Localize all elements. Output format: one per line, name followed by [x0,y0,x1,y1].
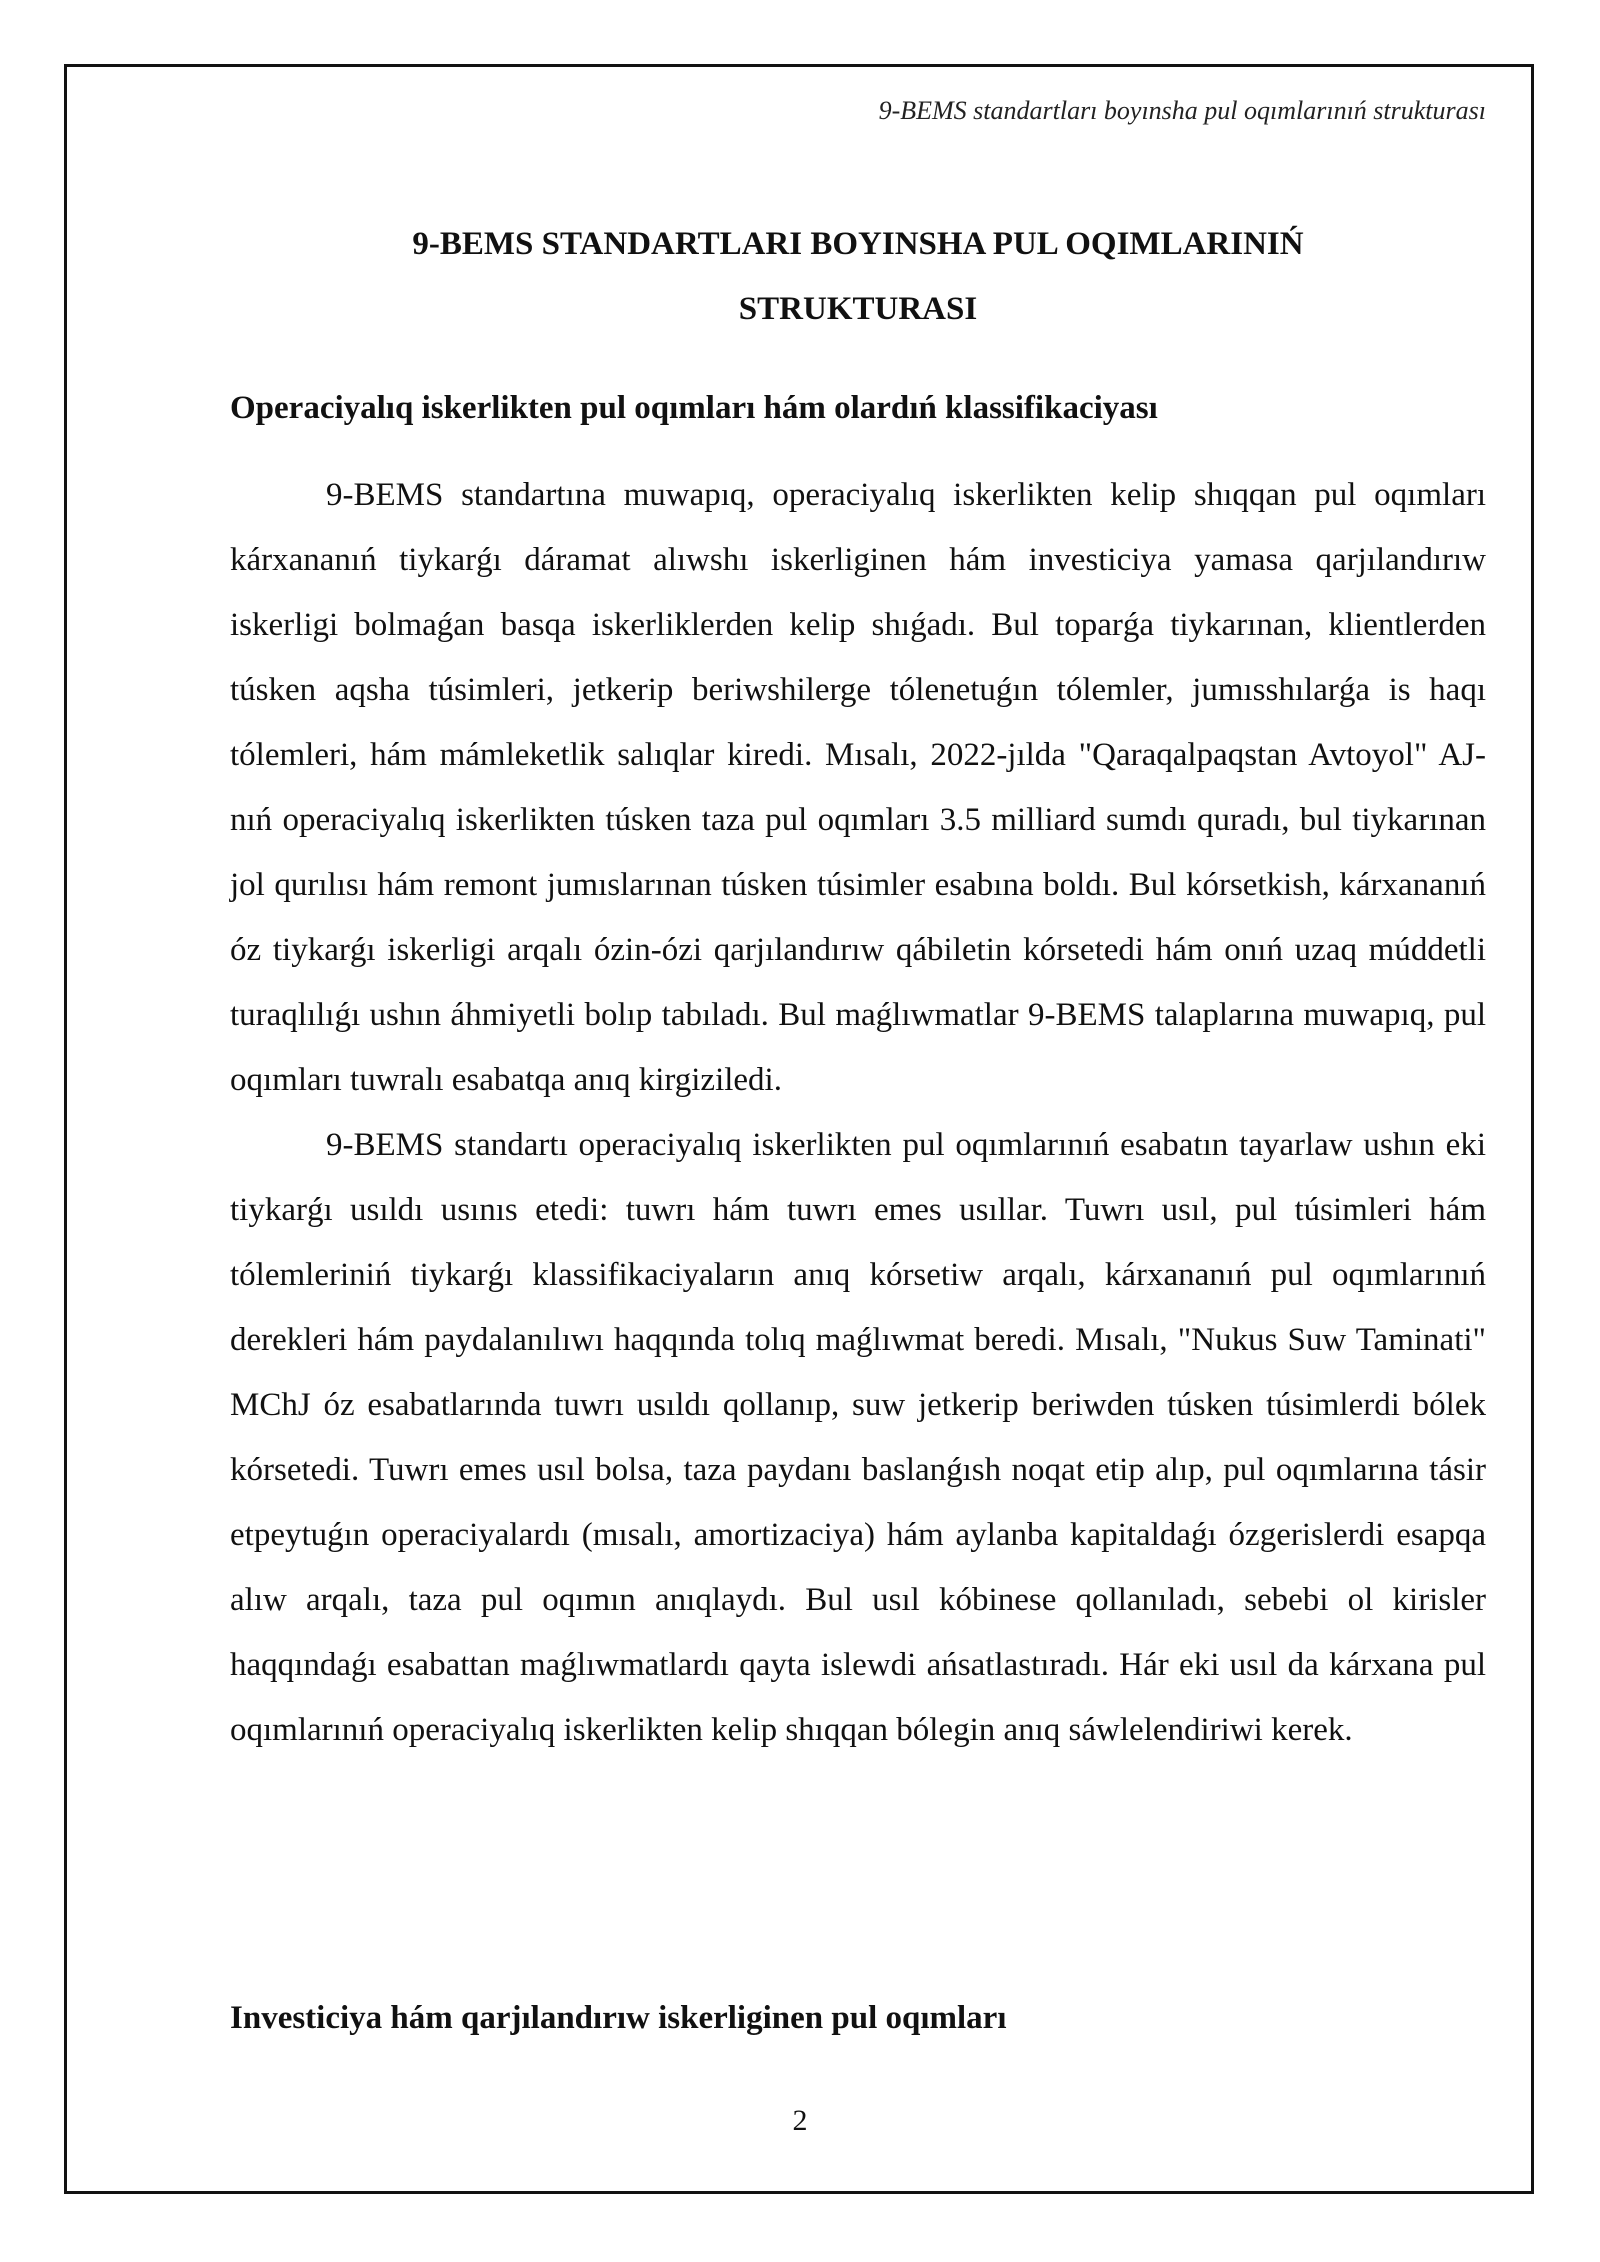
paragraph-1: 9-BEMS standartına muwapıq, operaciyalıq iskerlikten kelip shıqqan pul oqımları kárxananıń tiykarǵı dáramat alıwshı iskerliginen hám investiciya yamasa qarjılandırıw iskerligi bolmaǵan basqa iskerliklerden kelip shıǵadı. Bul toparǵa tiykarınan, klientlerden túsken aqsha túsimleri, jetkerip beriwshilerge tólenetuǵın tólemler, jumısshılarǵa is haqı tólemleri, hám mámleketlik salıqlar kiredi. Mısalı, 2022-jılda "Qaraqalpaqstan Avtoyol" AJ-nıń operaciyalıq iskerlikten túsken taza pul oqımları 3.5 milliard sumdı quradı, bul tiykarınan jol qurılısı hám remont jumıslarınan túsken túsimler esabına boldı. Bul kórsetkish, kárxananıń óz tiykarǵı iskerligi arqalı ózin-ózi qarjılandırıw qábiletin kórsetedi hám onıń uzaq múddetli turaqlılıǵı ushın áhmiyetli bolıp tabıladı. Bul maǵlıwmatlar 9-BEMS talaplarına muwapıq, pul oqımları tuwralı esabatqa anıq kirgiziledi. [230,477,1486,1098]
paragraph-2: 9-BEMS standartı operaciyalıq iskerlikten pul oqımlarınıń esabatın tayarlaw ushın eki tiykarǵı usıldı usınıs etedi: tuwrı hám tuwrı emes usıllar. Tuwrı usıl, pul túsimleri hám tólemleriniń tiykarǵı klassifikaciyaların anıq kórsetiw arqalı, kárxananıń pul oqımlarınıń derekleri hám paydalanılıwı haqqında tolıq maǵlıwmat beredi. Mısalı, "Nukus Suw Taminati" MChJ óz esabatlarında tuwrı usıldı qollanıp, suw jetkerip beriwden túsken túsimlerdi bólek kórsetedi. Tuwrı emes usıl bolsa, taza paydanı baslanǵısh noqat etip alıp, pul oqımlarına tásir etpeytuǵın operaciyalardı (mısalı, amortizaciya) hám aylanba kapitaldaǵı ózgerislerdi esapqa alıw arqalı, taza pul oqımın anıqlaydı. Bul usıl kóbinese qollanıladı, sebebi ol kirisler haqqındaǵı esabattan maǵlıwmatlardı qayta islewdi ańsatlastıradı. Hár eki usıl da kárxana pul oqımlarınıń operaciyalıq iskerlikten kelip shıqqan bólegin anıq sáwlelendiriwi kerek. [230,1127,1486,1748]
page-number: 2 [792,2104,808,2137]
section-heading-investing: Investiciya hám qarjılandırıw iskerliginen pul oqımları [230,2000,1007,2036]
document-title [230,212,1486,342]
section-body-operating [230,463,1486,1763]
section-heading-operating: Operaciyalıq iskerlikten pul oqımları hám olardıń klassifikaciyası [230,390,1158,426]
document-title-line-1: 9-BEMS STANDARTLARI BOYINSHA PUL OQIMLARINIŃ [412,226,1304,262]
document-title-line-2: STRUKTURASI [738,291,978,327]
running-header: 9-BEMS standartları boyınsha pul oqımlarınıń strukturası [878,96,1486,125]
